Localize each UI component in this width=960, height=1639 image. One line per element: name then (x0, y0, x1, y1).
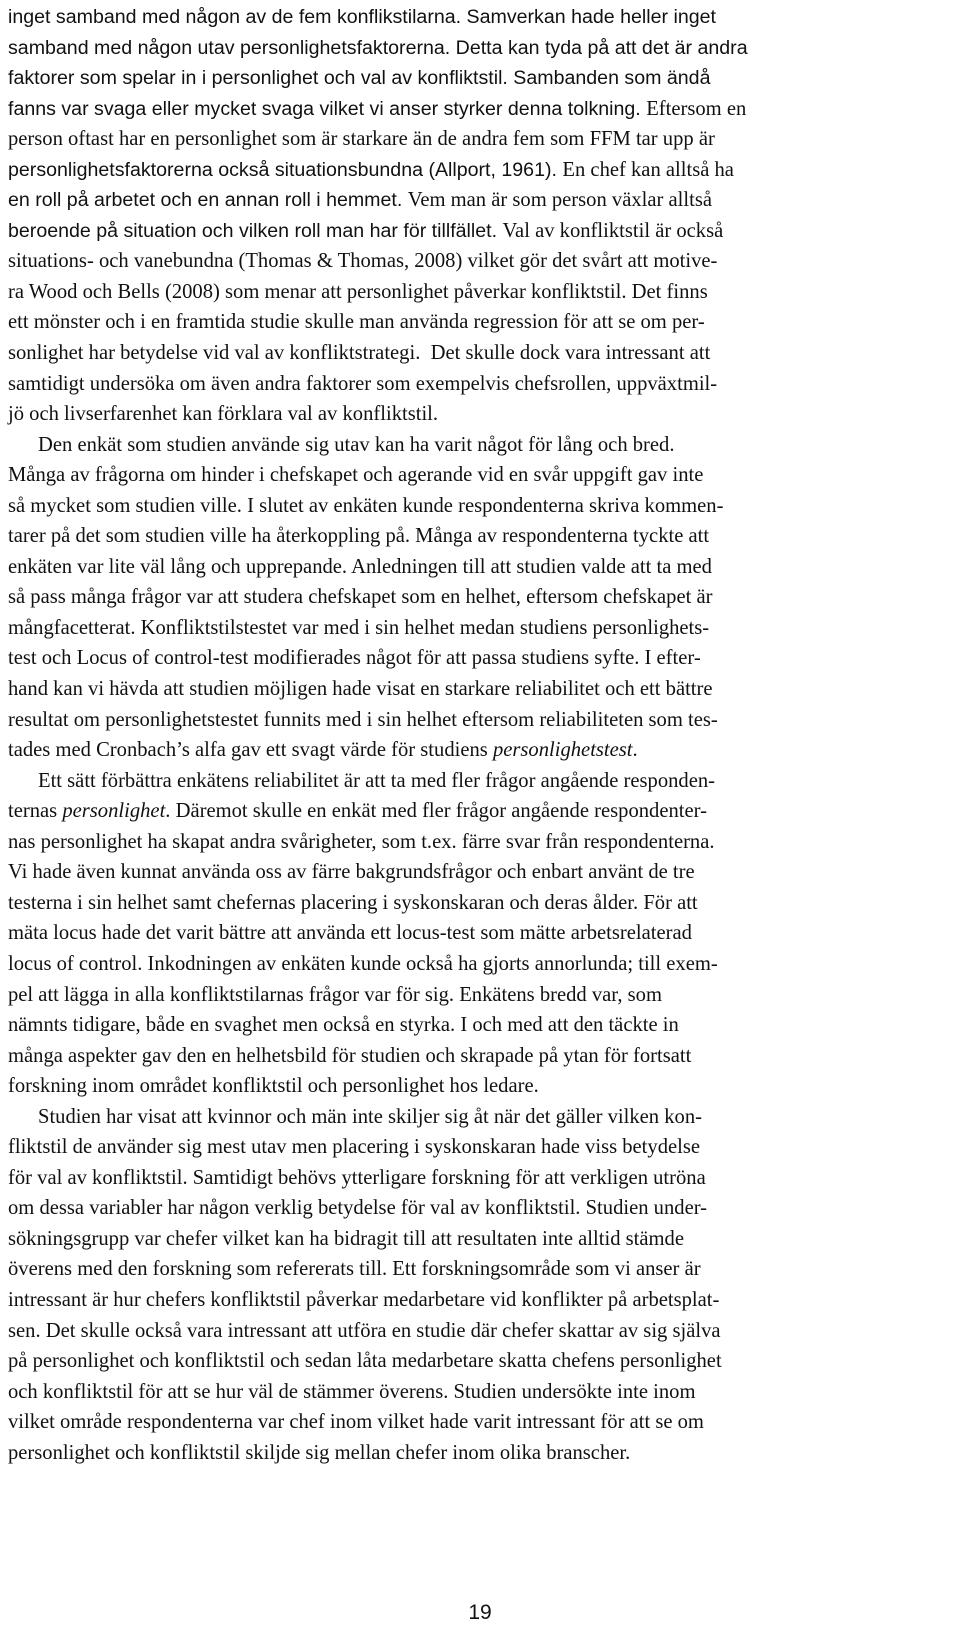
text-segment: ternas (8, 800, 63, 823)
italic-text-segment: personlighet (62, 800, 166, 823)
text-line (8, 2, 943, 33)
text-segment: Många av frågorna om hinder i chefskapet och agerande vid en svår uppgift gav inte (8, 464, 704, 487)
text-segment: situations- och vanebundna (Thomas & Thomas, 2008) vilket gör det svårt att motive- (8, 250, 718, 273)
text-line (8, 399, 943, 430)
text-segment: forskning inom området konfliktstil och personlighet hos ledare. (8, 1075, 539, 1098)
text-segment: Val av konfliktstil är också (502, 219, 724, 242)
text-segment: ett mönster och i en framtida studie skulle man använda regression för att se om per- (8, 311, 705, 334)
text-line (8, 613, 943, 644)
text-segment: intressant är hur chefers konfliktstil påverkar medarbetare vid konflikter på arbetsplat- (8, 1288, 720, 1311)
text-line (8, 1377, 943, 1408)
text-line (8, 1438, 943, 1469)
text-segment: en roll på arbetet och en annan roll i hemmet. (8, 189, 408, 212)
text-line (8, 766, 943, 797)
text-segment: personlighetsfaktorerna också situationsbundna (Allport, 1961). (8, 158, 563, 181)
text-segment: och konfliktstil för att se hur väl de stämmer överens. Studien undersökte inte inom (8, 1380, 696, 1403)
text-segment: person oftast har en personlighet som är starkare än de andra fem som FFM tar upp är (8, 128, 715, 151)
text-line (8, 369, 943, 400)
text-line (8, 1224, 943, 1255)
text-segment: enkäten var lite väl lång och upprepande. Anledningen till att studien valde att ta med (8, 555, 712, 578)
text-segment: så mycket som studien ville. I slutet av enkäten kunde respondenterna skriva kommen- (8, 494, 724, 517)
text-segment: mångfacetterat. Konfliktstilstestet var med i sin helhet medan studiens personlighets- (8, 616, 710, 639)
text-segment: . Däremot skulle en enkät med fler frågor angående respondenter- (165, 800, 707, 823)
text-line (8, 705, 943, 736)
text-segment: Den enkät som studien använde sig utav kan ha varit något för lång och bred. (38, 433, 675, 456)
text-line (8, 1041, 943, 1072)
text-segment: hand kan vi hävda att studien möjligen hade visat en starkare reliabilitet och ett bättre (8, 678, 713, 701)
text-line (8, 155, 943, 186)
text-segment: faktorer som spelar in i personlighet och val av konfliktstil. Sambanden som ändå (8, 67, 711, 90)
text-line (8, 1163, 943, 1194)
text-line (8, 33, 943, 64)
text-line (8, 796, 943, 827)
text-segment: inget samband med någon av de fem konflikstilarna. Samverkan hade heller inget (8, 6, 716, 28)
text-line (8, 430, 943, 461)
text-segment: jö och livserfarenhet kan förklara val av konfliktstil. (8, 403, 439, 426)
text-line (8, 888, 943, 919)
text-line (8, 307, 943, 338)
text-segment: Vi hade även kunnat använda oss av färre bakgrundsfrågor och enbart använt de tre (8, 861, 695, 884)
text-line (8, 521, 943, 552)
text-line (8, 1285, 943, 1316)
text-segment: tarer på det som studien ville ha återkoppling på. Många av respondenterna tyckte att (8, 525, 710, 548)
text-line (8, 1346, 943, 1377)
text-segment: nämnts tidigare, både en svaghet men också en styrka. I och med att den täckte in (8, 1014, 679, 1037)
text-segment: många aspekter gav den en helhetsbild för studien och skrapade på ytan för fortsatt (8, 1044, 692, 1067)
text-line (8, 918, 943, 949)
text-segment: beroende på situation och vilken roll man har för tillfället. (8, 219, 503, 242)
text-segment: sökningsgrupp var chefer vilket kan ha bidragit till att resultaten inte alltid stämde (8, 1227, 684, 1250)
text-segment: fliktstil de använder sig mest utav men placering i syskonskaran hade viss betydelse (8, 1136, 701, 1159)
text-line (8, 1102, 943, 1133)
text-line (8, 1407, 943, 1438)
text-segment: ra Wood och Bells (2008) som menar att personlighet påverkar konfliktstil. Det finns (8, 280, 708, 303)
text-segment: sonlighet har betydelse vid val av konfliktstrategi. Det skulle dock vara intressant att (8, 342, 711, 365)
text-segment: testerna i sin helhet samt chefernas placering i syskonskaran och deras ålder. För att (8, 891, 698, 914)
text-line (8, 643, 943, 674)
text-line (8, 94, 943, 125)
text-segment: nas personlighet ha skapat andra svårigheter, som t.ex. färre svar från respondenterna. (8, 830, 715, 853)
text-line (8, 124, 943, 155)
text-line (8, 552, 943, 583)
text-line (8, 185, 943, 216)
text-line (8, 857, 943, 888)
text-segment: Studien har visat att kvinnor och män inte skiljer sig åt när det gäller vilken kon- (38, 1105, 702, 1128)
text-segment: personlighet och konfliktstil skiljde sig mellan chefer inom olika branscher. (8, 1441, 631, 1464)
text-segment: sen. Det skulle också vara intressant att utföra en studie där chefer skattar av sig själva (8, 1319, 721, 1342)
text-segment: om dessa variabler har någon verklig betydelse för val av konfliktstil. Studien under- (8, 1197, 708, 1220)
text-segment: tades med Cronbach’s alfa gav ett svagt värde för studiens (8, 739, 493, 762)
text-line (8, 491, 943, 522)
text-segment: fanns var svaga eller mycket svaga vilket vi anser styrker denna tolkning. (8, 97, 647, 120)
text-line (8, 827, 943, 858)
text-line (8, 1071, 943, 1102)
text-segment: locus of control. Inkodningen av enkäten kunde också ha gjorts annorlunda; till exem- (8, 952, 718, 975)
text-segment: resultat om personlighetstestet funnits med i sin helhet eftersom reliabiliteten som tes- (8, 708, 718, 731)
text-segment: vilket område respondenterna var chef inom vilket hade varit intressant för att se om (8, 1411, 704, 1434)
text-line (8, 1132, 943, 1163)
page-number: 19 (468, 1601, 492, 1624)
text-line (8, 1010, 943, 1041)
text-line (8, 63, 943, 94)
text-segment: En chef kan alltså ha (562, 158, 734, 181)
text-segment: samband med någon utav personlighetsfaktorerna. Detta kan tyda på att det är andra (8, 36, 748, 59)
text-line (8, 216, 943, 247)
text-line (8, 582, 943, 613)
text-line (8, 1193, 943, 1224)
italic-text-segment: personlighetstest (492, 739, 633, 762)
text-segment: Vem man är som person växlar alltså (407, 189, 712, 212)
body-text (8, 2, 943, 1468)
text-segment: samtidigt undersöka om även andra faktorer som exempelvis chefsrollen, uppväxtmil- (8, 372, 718, 395)
text-segment: . (632, 739, 638, 762)
text-line (8, 949, 943, 980)
text-segment: så pass många frågor var att studera chefskapet som en helhet, eftersom chefskapet är (8, 586, 713, 609)
text-line (8, 246, 943, 277)
text-segment: pel att lägga in alla konfliktstilarnas frågor var för sig. Enkätens bredd var, som (8, 983, 662, 1006)
text-segment: test och Locus of control-test modifierades något för att passa studiens syfte. I efter- (8, 647, 701, 670)
text-segment: på personlighet och konfliktstil och sedan låta medarbetare skatta chefens personlighet (8, 1350, 722, 1373)
text-segment: för val av konfliktstil. Samtidigt behövs ytterligare forskning för att verkligen utröna (8, 1166, 706, 1189)
text-line (8, 277, 943, 308)
text-line (8, 338, 943, 369)
text-line (8, 1316, 943, 1347)
text-segment: Ett sätt förbättra enkätens reliabilitet är att ta med fler frågor angående responden- (38, 769, 715, 792)
text-segment: mäta locus hade det varit bättre att använda ett locus-test som mätte arbetsrelaterad (8, 922, 692, 945)
text-line (8, 1254, 943, 1285)
text-line (8, 980, 943, 1011)
text-segment: överens med den forskning som refererats till. Ett forskningsområde som vi anser är (8, 1258, 701, 1281)
text-segment: Eftersom en (646, 97, 747, 120)
text-line (8, 460, 943, 491)
text-line (8, 735, 943, 766)
text-line (8, 674, 943, 705)
